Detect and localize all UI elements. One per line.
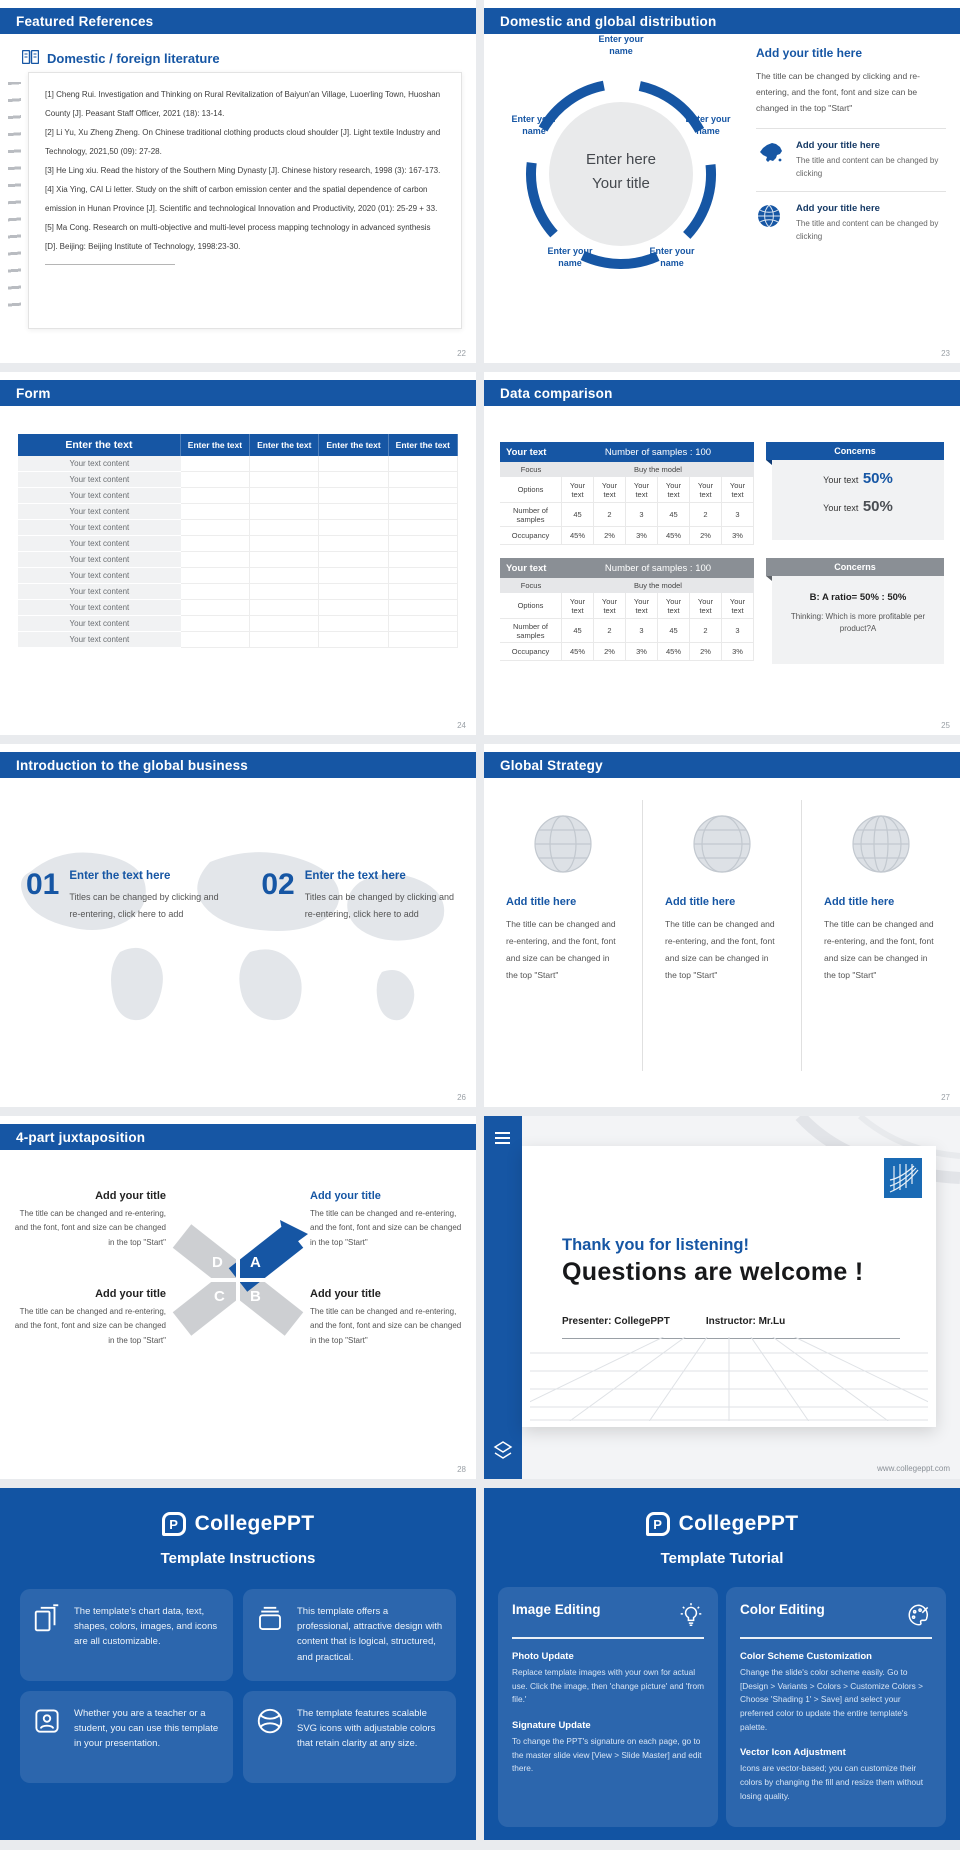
concerns-label: Your text: [823, 503, 859, 513]
quad-body: The title can be changed and re-entering, and the font, font and size can be changed in the top "Start": [310, 1209, 462, 1247]
world-map-icon: [0, 832, 476, 1052]
tutorial-panel: [484, 1488, 960, 1840]
table-cell: Focus: [500, 578, 562, 593]
table-caption: Your text: [500, 442, 562, 462]
row-label: Your text content: [18, 504, 181, 520]
table-caption: Number of samples : 100: [562, 442, 754, 462]
divider: [740, 1637, 932, 1639]
circle-center-line2: Your title: [592, 175, 650, 192]
sub-heading: Signature Update: [512, 1720, 591, 1732]
page-number: 24: [457, 721, 466, 730]
table-row-header: Options: [500, 593, 562, 619]
menu-icon: [495, 1132, 510, 1147]
circle-label: Enter your name: [598, 34, 644, 56]
quadrant-top-left: [14, 1190, 166, 1250]
slide-title: Introduction to the global business: [16, 757, 248, 773]
table-row-header: Number of samples: [500, 503, 562, 527]
table-cell: 45: [562, 503, 594, 527]
slide-title-bar: [0, 380, 476, 406]
table-cell: 45%: [658, 527, 690, 545]
item-number: 01: [26, 868, 60, 901]
wireframe-grid-decoration: [530, 1337, 928, 1421]
item-number: 02: [261, 868, 295, 901]
palette-icon: [906, 1602, 932, 1628]
globe-icon: [756, 203, 786, 234]
instruction-cards: [20, 1589, 456, 1783]
panel-title: Template Instructions: [160, 1550, 316, 1567]
table-cell: 2: [594, 503, 626, 527]
column-header: Enter the text: [319, 434, 388, 456]
table-cell: Your text: [626, 477, 658, 503]
quad-body: The title can be changed and re-entering, and the font, font and size can be changed in the top "Start": [14, 1209, 166, 1247]
table-cell: Buy the model: [562, 578, 754, 593]
table-cell: Your text: [594, 593, 626, 619]
table-cell: Your text: [658, 593, 690, 619]
page-number: 27: [941, 1093, 950, 1102]
column-body: The title can be changed and re-entering, and the font, font and size can be changed in the top "Start": [506, 919, 616, 980]
column-body: The title can be changed and re-entering, and the font, font and size can be changed in the top "Start": [665, 919, 775, 980]
column-title: Add title here: [506, 896, 577, 908]
thanks-heading-large: Questions are welcome !: [562, 1258, 864, 1286]
slide-title-bar: [0, 8, 476, 34]
slide-title: Domestic and global distribution: [500, 13, 717, 29]
intro-title: Add your title here: [756, 46, 863, 60]
table-cell: Your text: [690, 593, 722, 619]
distribution-right-panel: [756, 46, 946, 254]
spiral-binding-icon: [8, 82, 21, 319]
circle-label: Enter your name: [649, 246, 695, 268]
slide-preview-22[interactable]: [0, 0, 476, 363]
vector-ball-icon: [255, 1706, 285, 1736]
table-cell: Your text: [626, 593, 658, 619]
circle-label: Enter your name: [511, 114, 557, 136]
reference-item: [2] Li Yu, Xu Zheng Zheng. On Chinese traditional clothing products cloud shoulder [J]. Light textile Industry and Technology, 2021,50 (09): 27-28.: [45, 128, 441, 156]
tutorial-card-image-editing: [498, 1587, 718, 1827]
globe-icon: [690, 812, 754, 876]
column-header: Enter the text: [181, 434, 250, 456]
slide-title-bar: [484, 380, 960, 406]
slide-preview-25[interactable]: [484, 372, 960, 735]
sub-heading: Color Scheme Customization: [740, 1651, 872, 1662]
circle-diagram: [504, 34, 738, 314]
row-label: Your text content: [18, 456, 181, 472]
table-cell: Focus: [500, 462, 562, 477]
table-row-header: Occupancy: [500, 527, 562, 545]
divider: [512, 1637, 704, 1639]
table-cell: 2%: [690, 527, 722, 545]
row-label: Your text content: [18, 568, 181, 584]
intro-body: The title can be changed by clicking and re-entering, and the font, font and size can be changed in the top "Start": [756, 71, 920, 114]
table-cell: Your text: [690, 477, 722, 503]
card-title: Color Editing: [740, 1602, 825, 1617]
reference-item: [5] Ma Cong. Research on multi-objective and multi-level process mapping technology in advanced synthesis [D]. Beijing: Beijing Institute of Technology, 1998:23-30.: [45, 223, 431, 251]
instruction-card: [243, 1589, 456, 1681]
sub-body: Change the slide's color scheme easily. Go to [Design > Variants > Colors > Customize Colors > Choose 'Shading 1' > Save] and select your preferred color to update the entire template's palette.: [740, 1667, 923, 1732]
brand-name: CollegePPT: [678, 1512, 799, 1535]
sub-body: Replace template images with your own for actual use. Click the image, then 'change picture' and 'from file.': [512, 1667, 704, 1705]
page-number: 22: [457, 349, 466, 358]
item-body: Titles can be changed by clicking and re-entering, click here to add: [304, 892, 455, 920]
slide-preview-28[interactable]: [0, 1116, 476, 1479]
table-caption: Your text: [500, 558, 562, 578]
collegeppt-logo-icon: P: [646, 1512, 670, 1536]
table-cell: 45: [562, 619, 594, 643]
quad-title: Add your title: [310, 1190, 381, 1202]
quadrant-bottom-left: [14, 1288, 166, 1348]
thanks-card: [522, 1146, 936, 1427]
instructions-panel: [0, 1488, 476, 1840]
table-cell: 3: [722, 503, 754, 527]
list-item: [26, 870, 221, 923]
quadrant-top-right: [310, 1190, 462, 1250]
list-item: [756, 128, 946, 191]
card-text: The template's chart data, text, shapes, colors, images, and icons are all customizable.: [74, 1606, 218, 1648]
table-cell: Your text: [562, 477, 594, 503]
globe-icon: [849, 812, 913, 876]
slide-title: 4-part juxtaposition: [16, 1129, 146, 1145]
instructor-label: Instructor: Mr.Lu: [705, 1316, 786, 1327]
table-cell: 45%: [562, 643, 594, 661]
tutorial-cards: [498, 1587, 946, 1827]
slide-title: Form: [16, 385, 51, 401]
page-number: 26: [457, 1093, 466, 1102]
sub-body: To change the PPT's signature on each page, go to the master slide view [View > Slide Master] and edit there.: [512, 1736, 702, 1774]
table-cell: 2: [690, 619, 722, 643]
slide-title: Data comparison: [500, 385, 613, 401]
concerns-line: [772, 498, 944, 516]
concerns-ribbon: Concerns: [766, 558, 944, 576]
row-label: Your text content: [18, 488, 181, 504]
brand-name: CollegePPT: [194, 1512, 315, 1535]
quadrant-bottom-right: [310, 1288, 462, 1348]
sidebar-strip: [484, 1116, 522, 1479]
slide-preview-26[interactable]: [0, 744, 476, 1107]
ratio-text: B: A ratio= 50% : 50%: [809, 592, 907, 603]
slide-preview-24[interactable]: [0, 372, 476, 735]
form-table: [18, 434, 458, 648]
column-header: Enter the text: [389, 434, 458, 456]
concerns-label: Your text: [823, 475, 859, 485]
quad-body: The title can be changed and re-entering, and the font, font and size can be changed in the top "Start": [14, 1307, 166, 1345]
book-icon: [22, 50, 39, 67]
divider: [45, 264, 175, 265]
item-title: Add your title here: [796, 203, 880, 215]
card-text: This template offers a professional, attractive design with content that is logical, structured, and practical.: [297, 1606, 443, 1663]
comparison-table-2: [500, 558, 754, 661]
circle-label: Enter your name: [547, 246, 593, 268]
table-cell: 3%: [626, 643, 658, 661]
slide-title-bar: [484, 752, 960, 778]
instruction-card: [20, 1691, 233, 1783]
table-cell: 45%: [658, 643, 690, 661]
business-items: [26, 870, 462, 923]
row-label: Your text content: [18, 472, 181, 488]
china-map-icon: [756, 140, 786, 169]
table-cell: Your text: [722, 477, 754, 503]
table-cell: 2: [690, 503, 722, 527]
ribbon-letter: A: [250, 1254, 261, 1271]
ribbon-letter: D: [212, 1254, 223, 1271]
circle-center-line1: Enter here: [585, 151, 657, 168]
page-number: 25: [941, 721, 950, 730]
table-row-header: Occupancy: [500, 643, 562, 661]
slide-title-bar: [484, 8, 960, 34]
table-cell: 2%: [594, 643, 626, 661]
x-ribbon-graphic: [168, 1202, 308, 1352]
row-label: Your text content: [18, 520, 181, 536]
table-cell: Your text: [658, 477, 690, 503]
archive-box-icon: [255, 1604, 285, 1634]
table-cell: 3%: [722, 643, 754, 661]
table-row-header: Number of samples: [500, 619, 562, 643]
table-cell: 3%: [722, 527, 754, 545]
item-body: The title and content can be changed by clicking: [796, 156, 939, 178]
table-cell: Your text: [594, 477, 626, 503]
page-number: 28: [457, 1465, 466, 1474]
table-cell: 2: [594, 619, 626, 643]
circle-label: Enter your name: [685, 114, 731, 136]
reference-item: [4] Xia Ying, CAI Li letter. Study on the shift of carbon emission center and the spatial dependence of carbon emission in Hunan Province [J]. Scientific and technological Innovation and Productivity, 2020 (01): 25-29 + 33.: [45, 185, 438, 213]
panel-title: Template Tutorial: [660, 1550, 784, 1567]
university-logo: [884, 1158, 922, 1198]
globe-icon: [531, 812, 595, 876]
lightbulb-icon: [678, 1602, 704, 1628]
instruction-card: [20, 1589, 233, 1681]
row-label: Your text content: [18, 584, 181, 600]
reference-item: [3] He Ling xiu. Read the history of the Southern Ming Dynasty [J]. Chinese history research, 1998 (3): 167-173.: [45, 166, 441, 175]
row-label: Your text content: [18, 600, 181, 616]
concerns-box-blue: [772, 442, 944, 540]
collegeppt-logo-icon: P: [162, 1512, 186, 1536]
slide-title: Featured References: [16, 13, 154, 29]
quad-title: Add your title: [310, 1288, 381, 1300]
note-text: Thinking: Which is more profitable per product?A: [790, 612, 926, 634]
table-cell: 45%: [562, 527, 594, 545]
slide-preview-thanks[interactable]: [484, 1116, 960, 1479]
ribbon-letter: C: [214, 1288, 225, 1305]
row-label: Your text content: [18, 616, 181, 632]
row-label: Your text content: [18, 632, 181, 648]
thanks-heading-small: Thank you for listening!: [562, 1236, 750, 1254]
reference-item: [1] Cheng Rui. Investigation and Thinking on Rural Revitalization of Baiyun'an Village, Luoerling Town, Huoshan County [J]. Peasant Staff Officer, 2021 (18): 13-14.: [45, 90, 441, 118]
list-item: [756, 191, 946, 254]
circle-center-text: [551, 102, 691, 242]
presenter-line: [562, 1316, 785, 1327]
sub-body: Icons are vector-based; you can customize their colors by changing the fill and resize them without losing quality.: [740, 1763, 924, 1801]
instruction-card: [243, 1691, 456, 1783]
brand-row: [0, 1512, 476, 1536]
card-text: The template features scalable SVG icons with adjustable colors that retain clarity at any size.: [297, 1708, 436, 1750]
layers-diamond-icon: [493, 1441, 513, 1463]
concerns-line: [772, 470, 944, 488]
column-body: The title can be changed and re-entering, and the font, font and size can be changed in the top "Start": [824, 919, 934, 980]
list-item: [261, 870, 456, 923]
slide-title-bar: [0, 1124, 476, 1150]
table-cell: 3: [722, 619, 754, 643]
item-body: Titles can be changed by clicking and re-entering, click here to add: [69, 892, 219, 920]
table-cell: 3: [626, 619, 658, 643]
page-number: 23: [941, 349, 950, 358]
slide-title-bar: [0, 752, 476, 778]
tutorial-card-color-editing: [726, 1587, 946, 1827]
strategy-column: [484, 800, 642, 1071]
concerns-ribbon: Concerns: [766, 442, 944, 460]
sub-heading: Photo Update: [512, 1651, 574, 1662]
row-label: Your text content: [18, 552, 181, 568]
concerns-value: 50%: [862, 498, 893, 515]
table-cell: 45: [658, 503, 690, 527]
column-header: Enter the text: [250, 434, 319, 456]
table-cell: 2%: [594, 527, 626, 545]
sub-heading: Vector Icon Adjustment: [740, 1747, 846, 1759]
table-cell: 2%: [690, 643, 722, 661]
table-cell: Your text: [562, 593, 594, 619]
strategy-column: [801, 800, 960, 1071]
website-link[interactable]: www.collegeppt.com: [877, 1464, 950, 1473]
table-cell: 3: [626, 503, 658, 527]
slide-title: Global Strategy: [500, 757, 603, 773]
comparison-table-1: [500, 442, 754, 545]
card-title: Image Editing: [512, 1602, 601, 1617]
table-cell: Buy the model: [562, 462, 754, 477]
strategy-column: [642, 800, 801, 1071]
quad-title: Add your title: [95, 1190, 166, 1202]
item-body: The title and content can be changed by clicking: [796, 219, 939, 241]
concerns-box-gray: [772, 558, 944, 664]
column-header: Enter the text: [18, 434, 181, 456]
x-ribbon-icon: [168, 1202, 308, 1352]
item-title: Enter the text here: [304, 870, 406, 882]
ribbon-letter: B: [250, 1288, 261, 1305]
card-text: Whether you are a teacher or a student, you can use this template in your presentation.: [74, 1708, 219, 1750]
quad-body: The title can be changed and re-entering, and the font, font and size can be changed in the top "Start": [310, 1307, 462, 1345]
slides-stack-icon: [32, 1604, 62, 1634]
strategy-columns: [484, 800, 960, 1071]
section-heading: [22, 50, 476, 67]
column-title: Add title here: [665, 896, 736, 908]
column-title: Add title here: [824, 896, 895, 908]
concerns-value: 50%: [862, 470, 893, 487]
table-cell: 3%: [626, 527, 658, 545]
row-label: Your text content: [18, 536, 181, 552]
table-caption: Number of samples : 100: [562, 558, 754, 578]
item-title: Enter the text here: [69, 870, 171, 882]
id-badge-icon: [32, 1706, 62, 1736]
section-title: Domestic / foreign literature: [47, 51, 220, 66]
table-cell: 45: [658, 619, 690, 643]
quad-title: Add your title: [95, 1288, 166, 1300]
slide-preview-27[interactable]: [484, 744, 960, 1107]
presenter-label: Presenter: CollegePPT: [562, 1316, 670, 1327]
table-row-header: Options: [500, 477, 562, 503]
slide-preview-23[interactable]: [484, 0, 960, 363]
item-title: Add your title here: [796, 140, 880, 152]
references-card: [28, 72, 462, 329]
table-cell: Your text: [722, 593, 754, 619]
brand-row: [484, 1512, 960, 1536]
